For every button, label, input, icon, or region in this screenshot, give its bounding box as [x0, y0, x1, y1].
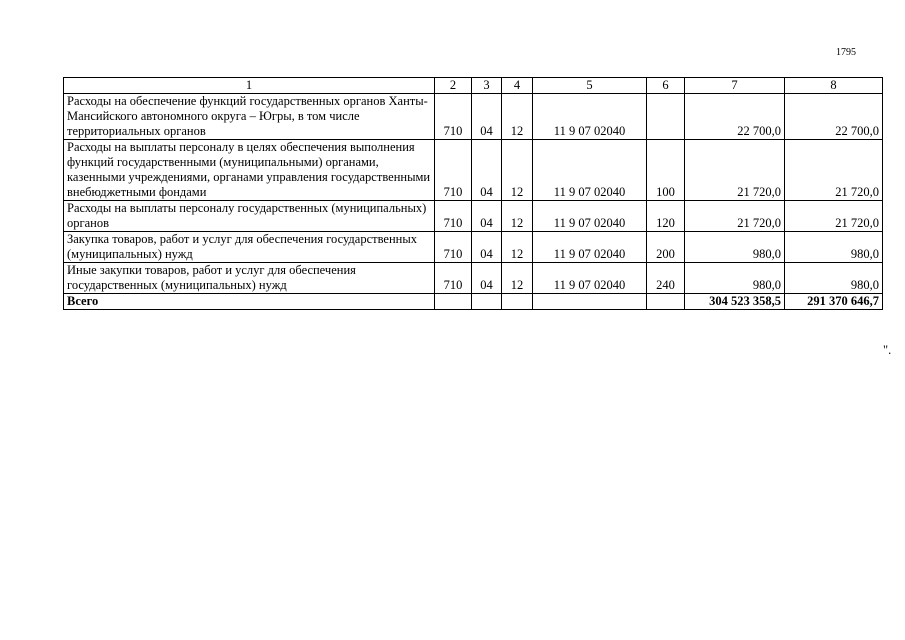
target-item-cell: 11 9 07 02040 [533, 140, 647, 201]
section-code-cell: 04 [472, 201, 502, 232]
column-header: 1 [64, 78, 435, 94]
column-header: 2 [435, 78, 472, 94]
empty-cell [647, 294, 685, 310]
target-item-cell: 11 9 07 02040 [533, 232, 647, 263]
table-row [64, 232, 883, 263]
amount-year1-cell: 21 720,0 [685, 140, 785, 201]
subsection-code-cell: 12 [502, 94, 533, 140]
ministry-code-cell: 710 [435, 201, 472, 232]
column-header: 7 [685, 78, 785, 94]
table-row [64, 201, 883, 232]
expense-type-cell: 200 [647, 232, 685, 263]
total-year2-cell: 291 370 646,7 [785, 294, 883, 310]
expense-name-cell: Расходы на обеспечение функций государственных органов Ханты-Мансийского автономного округа – Югры, в том числе территориальных органов [64, 94, 435, 140]
column-header: 6 [647, 78, 685, 94]
total-row [64, 294, 883, 310]
table-row [64, 94, 883, 140]
empty-cell [502, 294, 533, 310]
ministry-code-cell: 710 [435, 232, 472, 263]
table-row [64, 140, 883, 201]
section-code-cell: 04 [472, 140, 502, 201]
amount-year2-cell: 980,0 [785, 232, 883, 263]
section-code-cell: 04 [472, 263, 502, 294]
expense-name-cell: Расходы на выплаты персоналу государственных (муниципальных) органов [64, 201, 435, 232]
expense-name-cell: Иные закупки товаров, работ и услуг для обеспечения государственных (муниципальных) нужд [64, 263, 435, 294]
subsection-code-cell: 12 [502, 263, 533, 294]
expense-type-cell [647, 94, 685, 140]
target-item-cell: 11 9 07 02040 [533, 201, 647, 232]
ministry-code-cell: 710 [435, 140, 472, 201]
amount-year1-cell: 980,0 [685, 232, 785, 263]
column-header: 3 [472, 78, 502, 94]
page-number: 1795 [836, 47, 856, 58]
empty-cell [435, 294, 472, 310]
section-code-cell: 04 [472, 232, 502, 263]
amount-year2-cell: 22 700,0 [785, 94, 883, 140]
closing-quote-mark: ". [883, 343, 892, 357]
subsection-code-cell: 12 [502, 140, 533, 201]
amount-year1-cell: 22 700,0 [685, 94, 785, 140]
column-header: 8 [785, 78, 883, 94]
amount-year2-cell: 980,0 [785, 263, 883, 294]
expense-type-cell: 240 [647, 263, 685, 294]
ministry-code-cell: 710 [435, 94, 472, 140]
expense-name-cell: Закупка товаров, работ и услуг для обеспечения государственных (муниципальных) нужд [64, 232, 435, 263]
amount-year2-cell: 21 720,0 [785, 201, 883, 232]
total-year1-cell: 304 523 358,5 [685, 294, 785, 310]
amount-year2-cell: 21 720,0 [785, 140, 883, 201]
table-header-row [64, 78, 883, 94]
subsection-code-cell: 12 [502, 232, 533, 263]
empty-cell [472, 294, 502, 310]
expense-name-cell: Расходы на выплаты персоналу в целях обеспечения выполнения функций государственными (муниципальными) органами, казенными учреждениями, органами управления государственными внебюджетными фондами [64, 140, 435, 201]
subsection-code-cell: 12 [502, 201, 533, 232]
budget-table [63, 77, 883, 310]
amount-year1-cell: 21 720,0 [685, 201, 785, 232]
empty-cell [533, 294, 647, 310]
column-header: 4 [502, 78, 533, 94]
expense-type-cell: 120 [647, 201, 685, 232]
total-label-cell: Всего [64, 294, 435, 310]
table-row [64, 263, 883, 294]
ministry-code-cell: 710 [435, 263, 472, 294]
expense-type-cell: 100 [647, 140, 685, 201]
amount-year1-cell: 980,0 [685, 263, 785, 294]
target-item-cell: 11 9 07 02040 [533, 94, 647, 140]
column-header: 5 [533, 78, 647, 94]
section-code-cell: 04 [472, 94, 502, 140]
target-item-cell: 11 9 07 02040 [533, 263, 647, 294]
